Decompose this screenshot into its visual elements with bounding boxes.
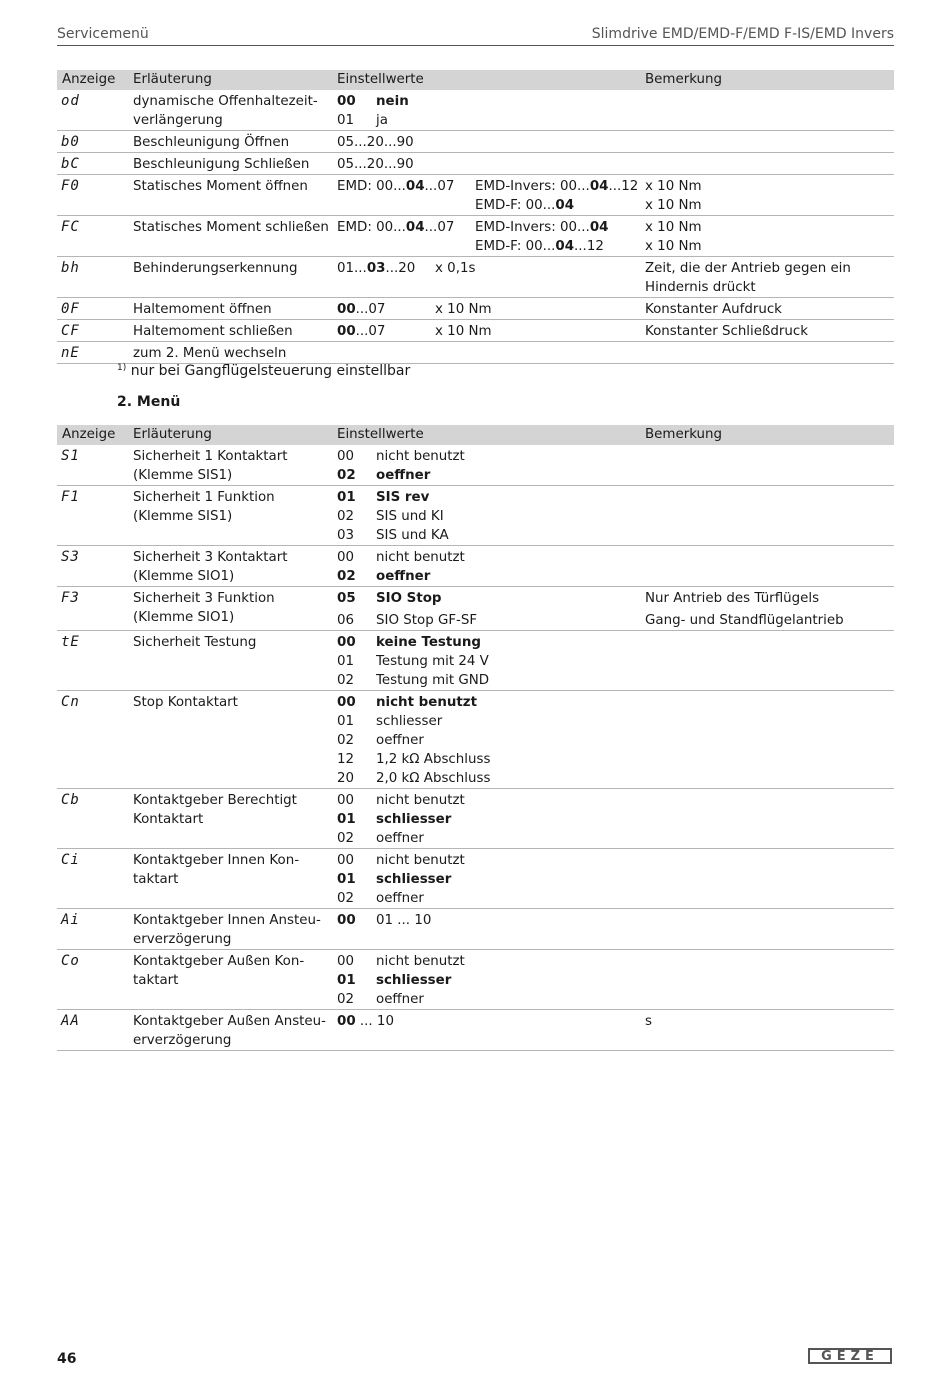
- header-values: Einstellwerte: [337, 70, 645, 90]
- table-row: [57, 153, 894, 175]
- explanation: Kontaktgeber Außen Kon-taktart: [133, 950, 337, 1010]
- remark: Nur Antrieb des Türflügels Gang- und Standflügelantrieb: [645, 587, 894, 631]
- value-text: Testung mit GND: [376, 673, 490, 688]
- value-number: 00: [337, 635, 356, 650]
- remark: [645, 849, 894, 909]
- page-header: [57, 26, 894, 46]
- table-row: [57, 257, 894, 298]
- display-code: tE: [57, 631, 133, 691]
- remark: [645, 131, 894, 153]
- remark: x 10 Nm x 10 Nm: [645, 175, 894, 216]
- value-number: 00: [337, 793, 355, 808]
- table-row: [57, 691, 894, 789]
- value-number: 01: [337, 654, 355, 669]
- section-title: Servicemenü: [57, 26, 149, 42]
- display-code: S3: [57, 546, 133, 587]
- remark: [645, 486, 894, 546]
- display-code: 0F: [57, 298, 133, 320]
- value-number: 01: [337, 490, 356, 505]
- value-invers: EMD-Invers: 00...04...12: [475, 179, 639, 194]
- table-row: [57, 789, 894, 849]
- table-row: [57, 90, 894, 131]
- value-text: oeffner: [376, 569, 431, 584]
- display-code: F0: [57, 175, 133, 216]
- explanation: Stop Kontaktart: [133, 691, 337, 789]
- setting-values: 00 01 ... 10: [337, 909, 645, 950]
- explanation: Sicherheit 1 Kontaktart (Klemme SIS1): [133, 445, 337, 486]
- display-code: F3: [57, 587, 133, 631]
- remark: [645, 631, 894, 691]
- value-text: nicht benutzt: [376, 954, 465, 969]
- explanation: Beschleunigung Öffnen: [133, 131, 337, 153]
- header-remark: Bemerkung: [645, 70, 894, 90]
- setting-values: [337, 342, 645, 364]
- setting-values: [337, 445, 645, 486]
- value-number: 00: [337, 550, 355, 565]
- value-number: 01: [337, 973, 356, 988]
- display-code: Cb: [57, 789, 133, 849]
- value-emd-f: EMD-F: 00...04: [475, 198, 575, 213]
- value-number: 20: [337, 771, 355, 786]
- value-text: oeffner: [376, 831, 424, 846]
- value-number: 00: [337, 449, 355, 464]
- display-code: S1: [57, 445, 133, 486]
- value-number: 00: [337, 853, 355, 868]
- geze-logo: GEZE: [808, 1348, 892, 1364]
- remark: [645, 546, 894, 587]
- setting-values: [337, 587, 645, 631]
- page-number: 46: [57, 1351, 77, 1367]
- value-invers: EMD-Invers: 00...04: [475, 220, 609, 235]
- table-row: [57, 950, 894, 1010]
- value-number: 01: [337, 872, 356, 887]
- value-emd: EMD: 00...04...07: [337, 220, 455, 235]
- table-row: [57, 486, 894, 546]
- table-row: [57, 320, 894, 342]
- value-text: SIS und KA: [376, 528, 449, 543]
- value-text: ja: [376, 113, 388, 128]
- value-text: 2,0 kΩ Abschluss: [376, 771, 491, 786]
- table-row: [57, 445, 894, 486]
- setting-values: 05...20...90: [337, 153, 645, 175]
- table-row: [57, 216, 894, 257]
- table-header-row: [57, 425, 894, 445]
- value-text: schliesser: [376, 973, 452, 988]
- value-number: 02: [337, 509, 355, 524]
- remark: [645, 909, 894, 950]
- explanation: Statisches Moment schließen: [133, 216, 337, 257]
- value-emd: EMD: 00...04...07: [337, 179, 455, 194]
- setting-values: [337, 691, 645, 789]
- setting-values: [337, 849, 645, 909]
- setting-values: [337, 216, 645, 257]
- value-text: nicht benutzt: [376, 853, 465, 868]
- value-text: oeffner: [376, 891, 424, 906]
- table-header-row: [57, 70, 894, 90]
- remark: Konstanter Schließdruck: [645, 320, 894, 342]
- value-number: 00: [337, 695, 356, 710]
- header-expl: Erläuterung: [133, 425, 337, 445]
- value-text: SIO Stop GF-SF: [376, 613, 478, 628]
- value-number: 02: [337, 673, 355, 688]
- explanation: dynamische Offenhaltezeit-verlängerung: [133, 90, 337, 131]
- table-row: [57, 909, 894, 950]
- header-remark: Bemerkung: [645, 425, 894, 445]
- explanation: Haltemoment öffnen: [133, 298, 337, 320]
- setting-values: [337, 175, 645, 216]
- display-code: CF: [57, 320, 133, 342]
- value-text: nicht benutzt: [376, 793, 465, 808]
- explanation: Kontaktgeber Innen Ansteu-erverzögerung: [133, 909, 337, 950]
- explanation: zum 2. Menü wechseln: [133, 342, 337, 364]
- value-text: nicht benutzt: [376, 449, 465, 464]
- value-number: 01: [337, 714, 355, 729]
- explanation: Haltemoment schließen: [133, 320, 337, 342]
- value-text: oeffner: [376, 992, 424, 1007]
- setting-values: [337, 546, 645, 587]
- remark: [645, 90, 894, 131]
- table-row: [57, 546, 894, 587]
- value-number: 05: [337, 591, 356, 606]
- value-text: SIS rev: [376, 490, 430, 505]
- display-code: Ci: [57, 849, 133, 909]
- remark: s: [645, 1010, 894, 1051]
- setting-values: 01...03...20 x 0,1s: [337, 257, 645, 298]
- table-row: [57, 298, 894, 320]
- setting-values: [337, 950, 645, 1010]
- value-text: SIS und KI: [376, 509, 444, 524]
- setting-values: [337, 789, 645, 849]
- remark: [645, 153, 894, 175]
- value-text: schliesser: [376, 812, 452, 827]
- display-code: Ai: [57, 909, 133, 950]
- setting-values: 00 ... 10: [337, 1010, 645, 1051]
- display-code: bC: [57, 153, 133, 175]
- explanation: Sicherheit Testung: [133, 631, 337, 691]
- footnote: $^{1)}$ nur bei Gangflügelsteuerung einstellbar: [117, 363, 411, 379]
- explanation: Sicherheit 3 Funktion (Klemme SIO1): [133, 587, 337, 631]
- explanation: Beschleunigung Schließen: [133, 153, 337, 175]
- setting-values: 00...07 x 10 Nm: [337, 298, 645, 320]
- table-row: [57, 631, 894, 691]
- setting-values: [337, 486, 645, 546]
- value-text: nicht benutzt: [376, 550, 465, 565]
- value-number: 00: [337, 954, 355, 969]
- table-row: [57, 175, 894, 216]
- value-number: 01: [337, 113, 355, 128]
- menu-2-heading: 2. Menü: [117, 394, 181, 410]
- remark: [645, 342, 894, 364]
- value-number: 03: [337, 528, 355, 543]
- header-expl: Erläuterung: [133, 70, 337, 90]
- table-row: [57, 342, 894, 364]
- value-emd-f: EMD-F: 00...04...12: [475, 239, 604, 254]
- value-number: 00: [337, 94, 356, 109]
- settings-table-2: [57, 425, 894, 1051]
- header-code: Anzeige: [57, 425, 133, 445]
- value-text: nein: [376, 94, 409, 109]
- value-number: 01: [337, 812, 356, 827]
- remark: x 10 Nm x 10 Nm: [645, 216, 894, 257]
- display-code: od: [57, 90, 133, 131]
- value-text: schliesser: [376, 714, 443, 729]
- value-text: schliesser: [376, 872, 452, 887]
- display-code: AA: [57, 1010, 133, 1051]
- value-number: 02: [337, 992, 355, 1007]
- header-code: Anzeige: [57, 70, 133, 90]
- explanation: Sicherheit 1 Funktion (Klemme SIS1): [133, 486, 337, 546]
- setting-values: 05...20...90: [337, 131, 645, 153]
- display-code: b0: [57, 131, 133, 153]
- setting-values: 00...07 x 10 Nm: [337, 320, 645, 342]
- remark: Konstanter Aufdruck: [645, 298, 894, 320]
- remark: [645, 445, 894, 486]
- value-text: SIO Stop: [376, 591, 442, 606]
- settings-table-1: [57, 70, 894, 364]
- value-number: 02: [337, 569, 356, 584]
- value-number: 02: [337, 733, 355, 748]
- value-text: keine Testung: [376, 635, 481, 650]
- display-code: Cn: [57, 691, 133, 789]
- explanation: Kontaktgeber Außen Ansteu-erverzögerung: [133, 1010, 337, 1051]
- table-row: [57, 131, 894, 153]
- explanation: Sicherheit 3 Kontaktart (Klemme SIO1): [133, 546, 337, 587]
- explanation: Kontaktgeber Berechtigt Kontaktart: [133, 789, 337, 849]
- value-text: oeffner: [376, 733, 424, 748]
- display-code: bh: [57, 257, 133, 298]
- table-row: [57, 849, 894, 909]
- setting-values: [337, 90, 645, 131]
- value-number: 02: [337, 468, 356, 483]
- display-code: FC: [57, 216, 133, 257]
- remark: [645, 950, 894, 1010]
- display-code: Co: [57, 950, 133, 1010]
- remark: [645, 691, 894, 789]
- remark: Zeit, die der Antrieb gegen ein Hindernis drückt: [645, 257, 894, 298]
- explanation: Kontaktgeber Innen Kon-taktart: [133, 849, 337, 909]
- display-code: F1: [57, 486, 133, 546]
- table-row: [57, 587, 894, 631]
- value-text: oeffner: [376, 468, 431, 483]
- explanation: Statisches Moment öffnen: [133, 175, 337, 216]
- value-text: Testung mit 24 V: [376, 654, 489, 669]
- table-row: [57, 1010, 894, 1051]
- value-text: nicht benutzt: [376, 695, 477, 710]
- product-title: Slimdrive EMD/EMD-F/EMD F-IS/EMD Invers: [591, 26, 894, 42]
- value-text: 1,2 kΩ Abschluss: [376, 752, 491, 767]
- header-values: Einstellwerte: [337, 425, 645, 445]
- value-number: 06: [337, 613, 355, 628]
- explanation: Behinderungserkennung: [133, 257, 337, 298]
- value-number: 02: [337, 891, 355, 906]
- display-code: nE: [57, 342, 133, 364]
- setting-values: [337, 631, 645, 691]
- value-number: 02: [337, 831, 355, 846]
- remark: [645, 789, 894, 849]
- value-number: 12: [337, 752, 355, 767]
